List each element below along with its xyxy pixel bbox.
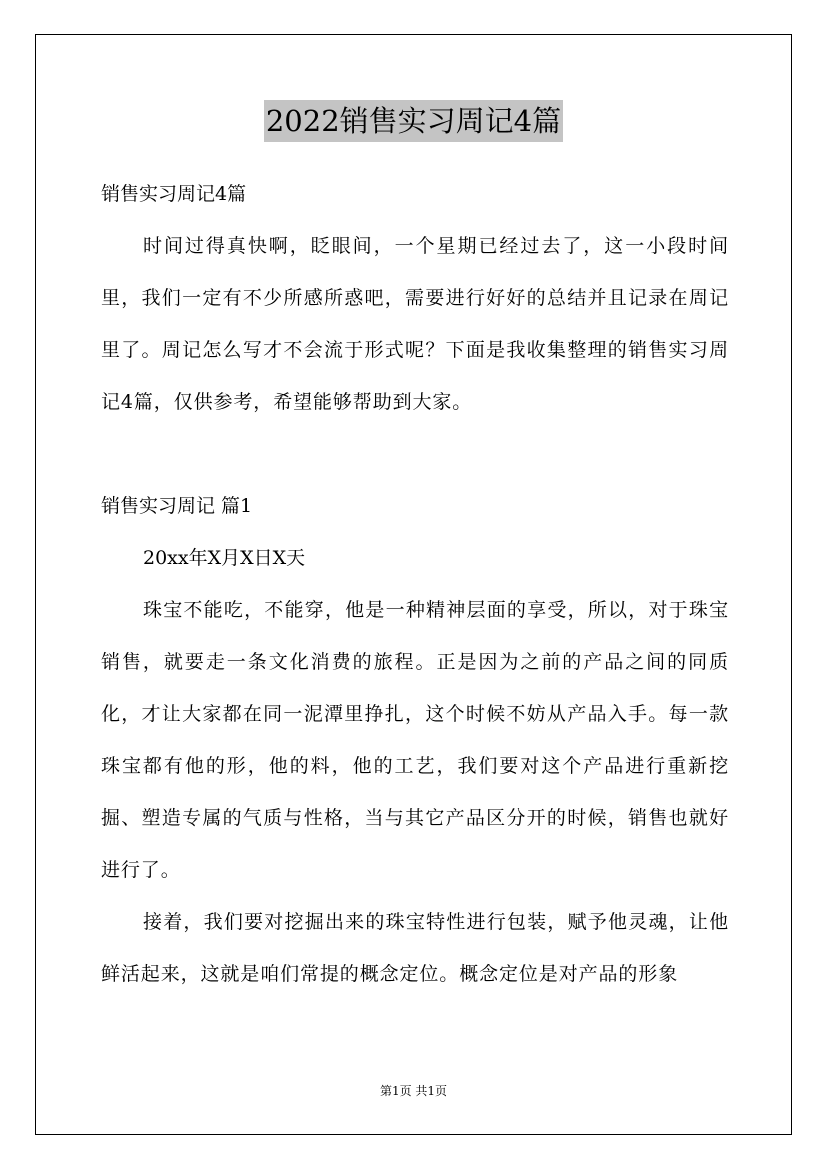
title-container bbox=[0, 100, 827, 142]
document-body bbox=[101, 168, 729, 1000]
section-heading: 销售实习周记 篇1 bbox=[101, 495, 253, 517]
body-paragraph-2: 接着，我们要对挖掘出来的珠宝特性进行包装，赋予他灵魂，让他鲜活起来，这就是咱们常提的概念定位。概念定位是对产品的形象 bbox=[101, 911, 729, 985]
intro-paragraph: 时间过得真快啊，眨眼间，一个星期已经过去了，这一小段时间里，我们一定有不少所感所惑吧，需要进行好好的总结并且记录在周记里了。周记怎么写才不会流于形式呢？下面是我收集整理的销售实习周记4篇，仅供参考，希望能够帮助到大家。 bbox=[101, 235, 729, 413]
page-footer: 第1页 共1页 bbox=[379, 1084, 448, 1098]
document-title: 2022销售实习周记4篇 bbox=[264, 100, 563, 142]
section-date: 20xx年X月X日X天 bbox=[143, 547, 306, 569]
body-paragraph-1: 珠宝不能吃，不能穿，他是一种精神层面的享受，所以，对于珠宝销售，就要走一条文化消费的旅程。正是因为之前的产品之间的同质化，才让大家都在同一泥潭里挣扎，这个时候不妨从产品入手。每一款珠宝都有他的形，他的料，他的工艺，我们要对这个产品进行重新挖掘、塑造专属的气质与性格，当与其它产品区分开的时候，销售也就好进行了。 bbox=[101, 599, 729, 881]
document-subtitle: 销售实习周记4篇 bbox=[101, 183, 247, 205]
blank-line bbox=[101, 428, 729, 480]
